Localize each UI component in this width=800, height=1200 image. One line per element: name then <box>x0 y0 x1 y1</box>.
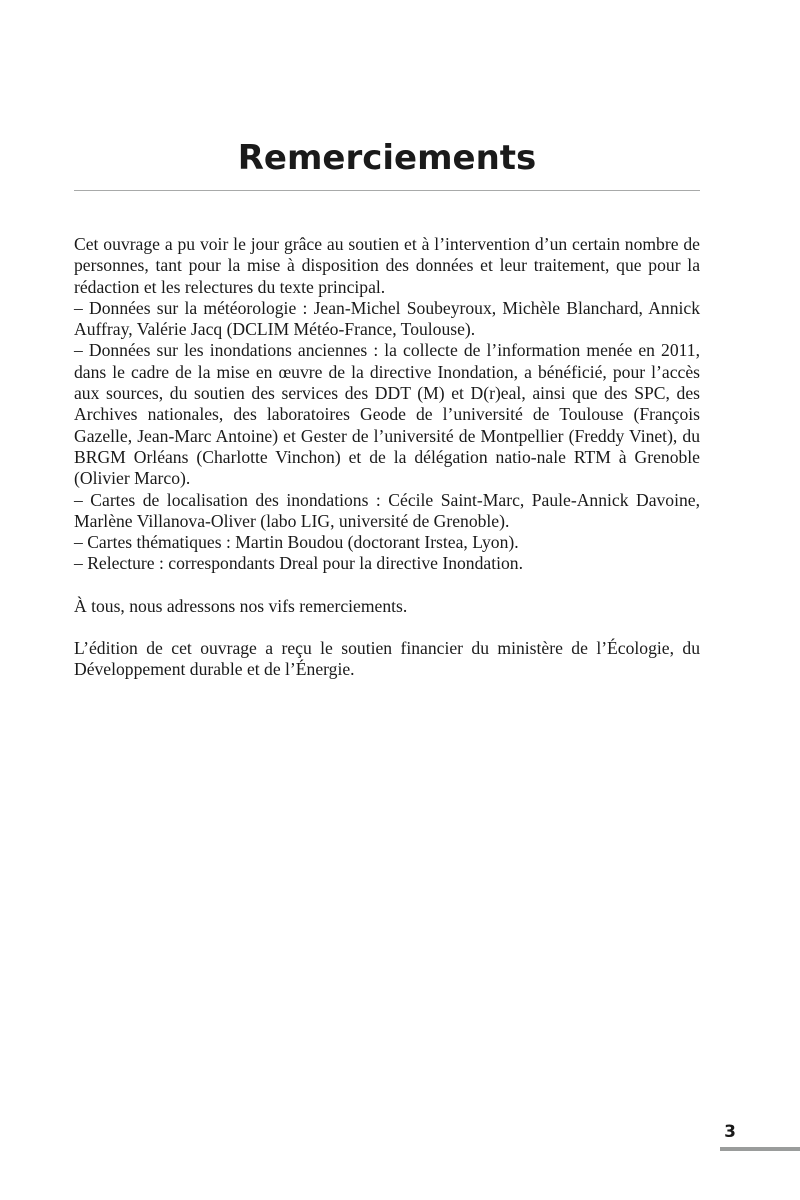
page-title: Remerciements <box>237 138 537 178</box>
title-divider <box>74 190 700 191</box>
thanks-paragraph: À tous, nous adressons nos vifs remerciements. <box>74 595 408 616</box>
list-item: – Cartes de localisation des inondations : Cécile Saint-Marc, Paule-Annick Davoine, Marlène Villanova-Oliver (labo LIG, université de Grenoble). <box>74 489 700 531</box>
acknowledgements-body <box>74 234 700 681</box>
intro-paragraph: Cet ouvrage a pu voir le jour grâce au soutien et à l’intervention d’un certain nombre de personnes, tant pour la mise à disposition des données et leur traitement, que pour la rédaction et les relectures du texte principal. <box>74 234 700 297</box>
list-item: – Cartes thématiques : Martin Boudou (doctorant Irstea, Lyon). <box>74 532 519 553</box>
list-item: – Relecture : correspondants Dreal pour la directive Inondation. <box>74 553 523 574</box>
page-number: 3 <box>724 1122 736 1142</box>
paragraph-spacer <box>74 575 700 596</box>
funding-paragraph: L’édition de cet ouvrage a reçu le soutien financier du ministère de l’Écologie, du Développement durable et de l’Énergie. <box>74 638 700 680</box>
list-item: – Données sur la météorologie : Jean-Michel Soubeyroux, Michèle Blanchard, Annick Auffray, Valérie Jacq (DCLIM Météo-France, Toulouse). <box>74 297 700 340</box>
page-number-rule <box>720 1147 800 1151</box>
paragraph-spacer <box>74 617 700 638</box>
list-item: – Données sur les inondations anciennes : la collecte de l’information menée en 2011, dans le cadre de la mise en œuvre de la directive Inondation, a bénéficié, pour l’accès aux sources, du soutien des services des DDT (M) et D(r)eal, ainsi que des SPC, des Archives nationales, des laboratoires Geode de l’université de Toulouse (François Gazelle, Jean-Marc Antoine) et Gester de l’université de Montpellier (Freddy Vinet), du BRGM Orléans (Charlotte Vinchon) et de la délégation natio-nale RTM à Grenoble (Olivier Marco). <box>74 340 700 489</box>
